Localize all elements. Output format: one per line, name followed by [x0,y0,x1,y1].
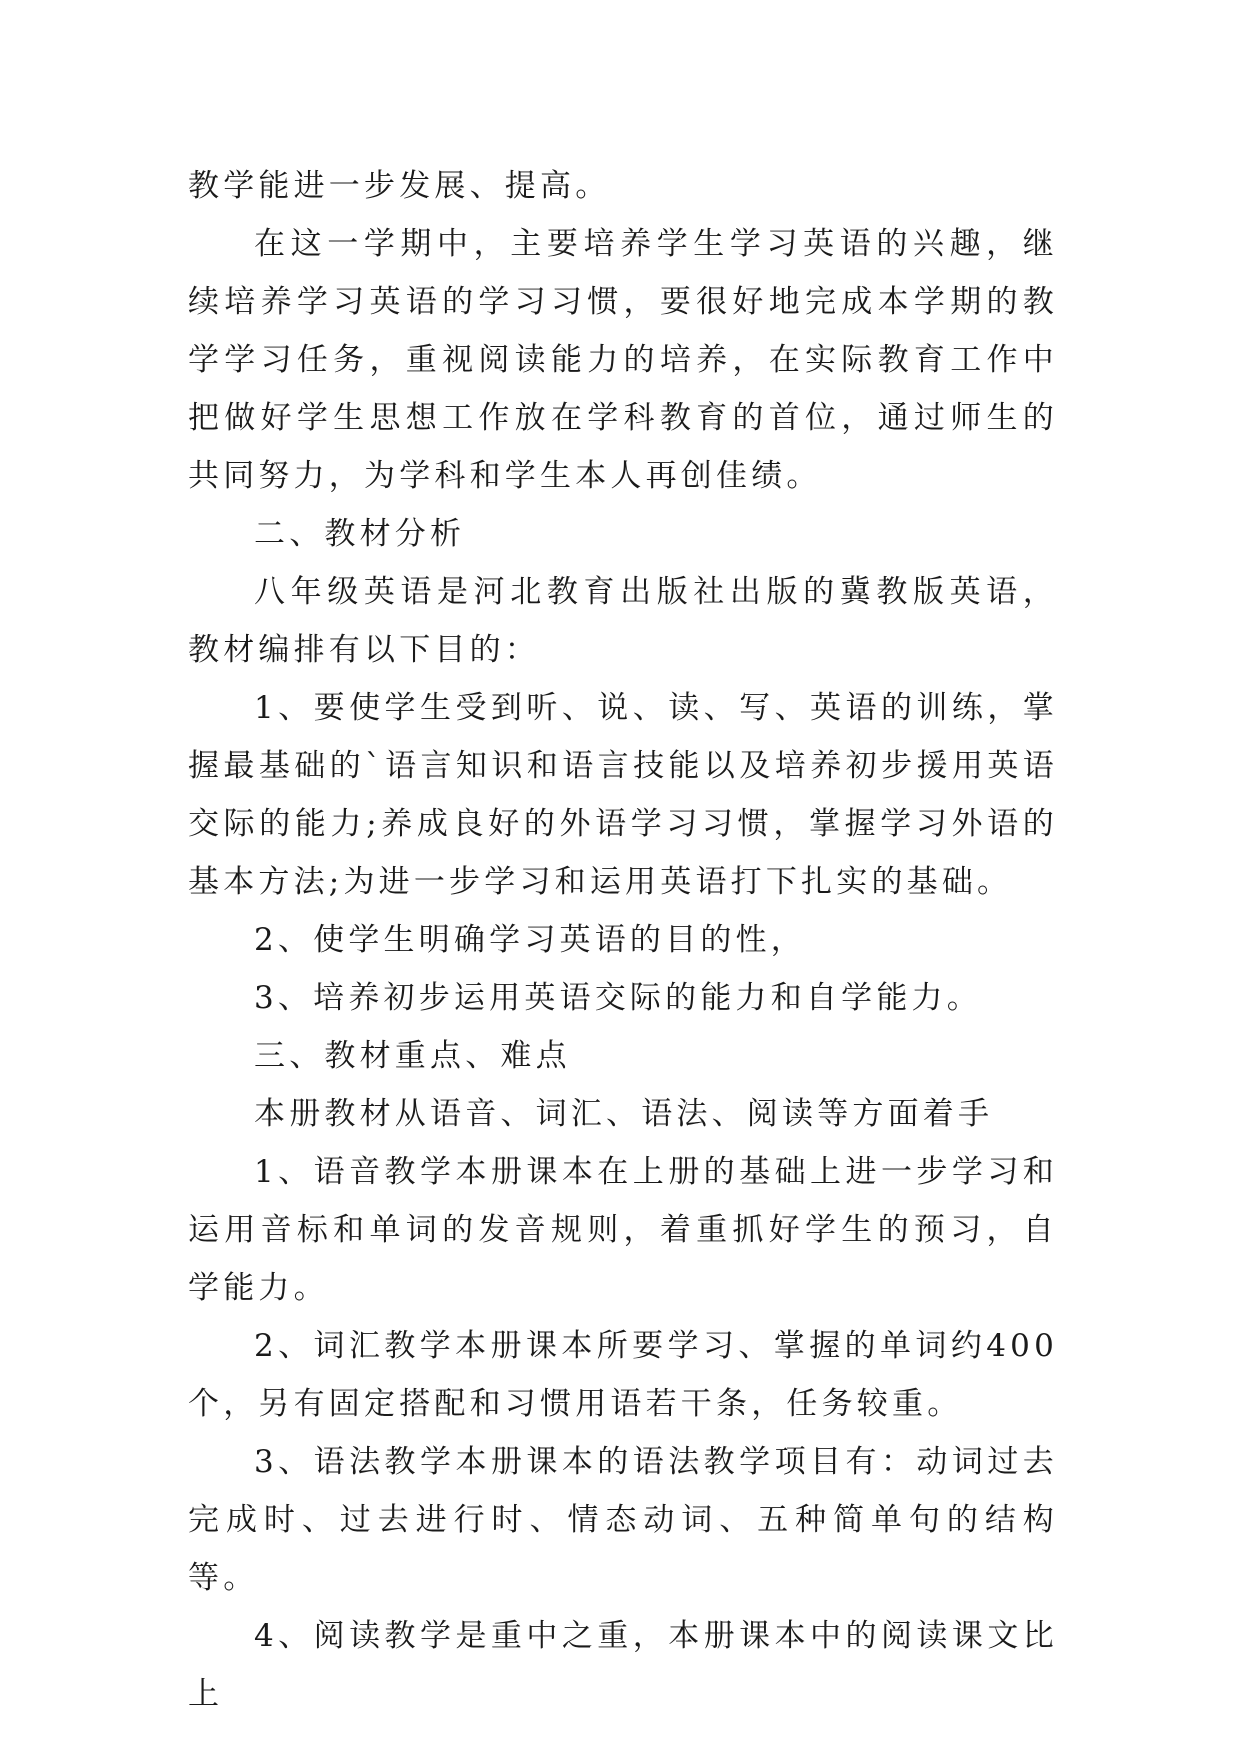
list-item-reading: 4、阅读教学是重中之重，本册课本中的阅读课文比上 [188,1618,1058,1712]
paragraph-continuation: 教学能进一步发展、提高。 [188,168,611,204]
list-item-goal-3: 3、培养初步运用英语交际的能力和自学能力。 [254,980,982,1016]
list-item-phonetics: 1、语音教学本册课本在上册的基础上进一步学习和运用音标和单词的发音规则，着重抓好学生的预习，自学能力。 [188,1154,1058,1306]
document-body [188,157,1058,1723]
list-item-goal-2: 2、使学生明确学习英语的目的性， [254,922,806,958]
paragraph-semester-goals: 在这一学期中，主要培养学生学习英语的兴趣，继续培养学习英语的学习习惯，要很好地完成本学期的教学学习任务，重视阅读能力的培养，在实际教育工作中把做好学生思想工作放在学科教育的首位，通过师生的共同努力，为学科和学生本人再创佳绩。 [188,226,1058,494]
section-heading-textbook-analysis: 二、教材分析 [254,516,466,552]
list-item-vocabulary: 2、词汇教学本册课本所要学习、掌握的单词约400个，另有固定搭配和习惯用语若干条，任务较重。 [188,1328,1058,1422]
section-heading-key-points: 三、教材重点、难点 [254,1038,571,1074]
paragraph-textbook-intro: 八年级英语是河北教育出版社出版的冀教版英语，教材编排有以下目的： [188,574,1058,668]
list-item-grammar: 3、语法教学本册课本的语法教学项目有：动词过去完成时、过去进行时、情态动词、五种简单句的结构等。 [188,1444,1058,1596]
paragraph-key-points-intro: 本册教材从语音、词汇、语法、阅读等方面着手 [254,1096,994,1132]
list-item-goal-1: 1、要使学生受到听、说、读、写、英语的训练，掌握最基础的`语言知识和语言技能以及培养初步援用英语交际的能力;养成良好的外语学习习惯，掌握学习外语的基本方法;为进一步学习和运用英语打下扎实的基础。 [188,690,1058,900]
